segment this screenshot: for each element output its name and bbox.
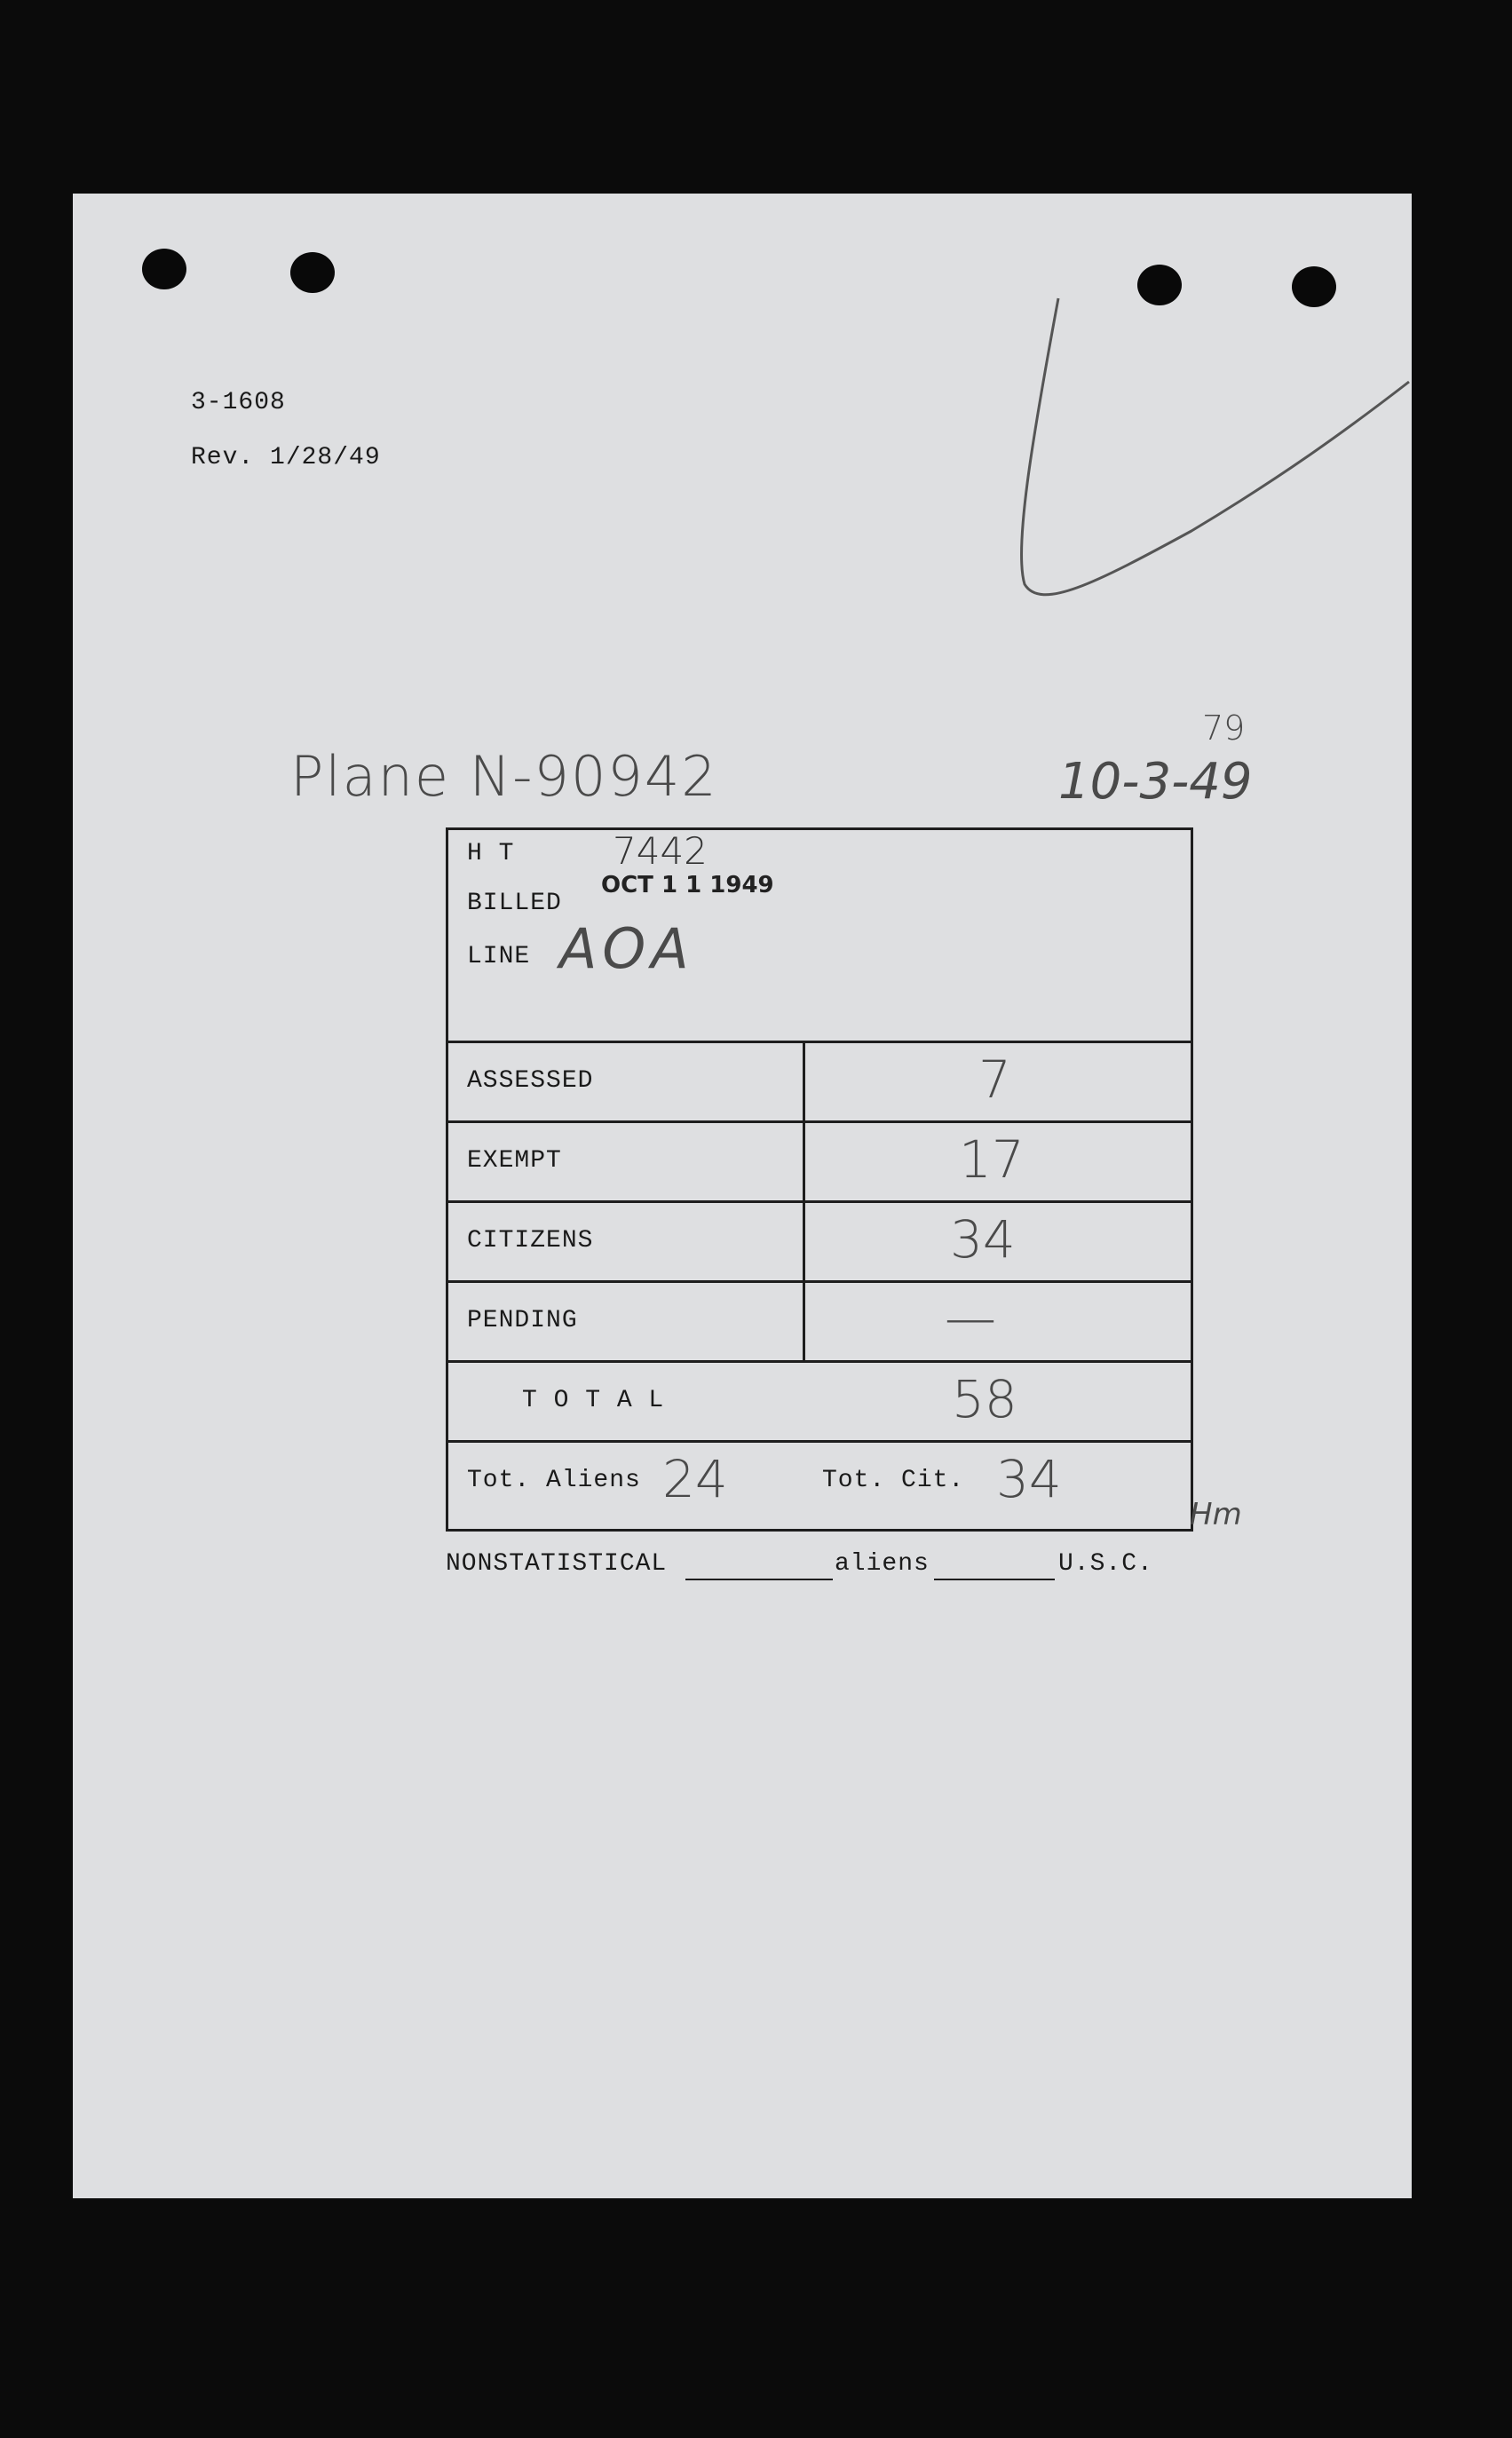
- nonstatistical-line: [446, 1550, 1245, 1586]
- pending-label: PENDING: [467, 1307, 578, 1334]
- ht-number: 7442: [613, 829, 708, 873]
- ht-label: H T: [467, 840, 515, 867]
- initials: Hm: [1190, 1497, 1242, 1532]
- aliens-label: aliens: [835, 1550, 930, 1578]
- total-value: 58: [952, 1369, 1017, 1429]
- tot-cit-label: Tot. Cit.: [822, 1467, 965, 1494]
- exempt-label: EXEMPT: [467, 1147, 562, 1175]
- billed-date-stamp: OCT 1 1 1949: [601, 872, 774, 898]
- tot-aliens-label: Tot. Aliens: [467, 1467, 641, 1494]
- page-number: 79: [1202, 708, 1246, 748]
- total-label: T O T A L: [522, 1387, 665, 1414]
- form-revision: Rev. 1/28/49: [191, 444, 381, 471]
- pending-value: —: [945, 1287, 996, 1348]
- assessed-label: ASSESSED: [467, 1067, 594, 1095]
- document-page: [73, 194, 1412, 2198]
- ht-table: [446, 827, 1193, 1531]
- plane-number: Plane N-90942: [290, 744, 718, 809]
- line-value: AOA: [559, 916, 694, 981]
- date-handwritten: 10-3-49: [1058, 753, 1253, 811]
- usc-label: U.S.C.: [1058, 1550, 1153, 1578]
- billed-label: BILLED: [467, 890, 562, 917]
- nonstatistical-label: NONSTATISTICAL: [446, 1550, 668, 1578]
- line-label: LINE: [467, 943, 531, 970]
- tot-cit-value: 34: [996, 1449, 1062, 1509]
- form-number: 3-1608: [191, 389, 286, 416]
- citizens-value: 34: [950, 1209, 1016, 1270]
- citizens-label: CITIZENS: [467, 1227, 594, 1255]
- exempt-value: 17: [959, 1129, 1025, 1190]
- assessed-value: 7: [978, 1049, 1011, 1110]
- tot-aliens-value: 24: [662, 1449, 728, 1509]
